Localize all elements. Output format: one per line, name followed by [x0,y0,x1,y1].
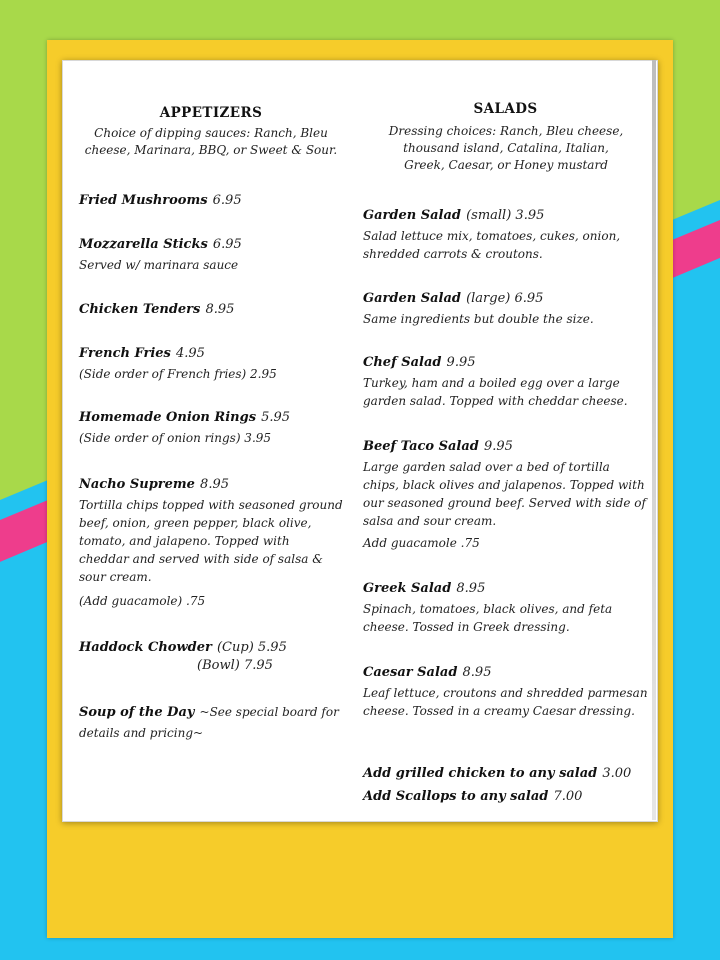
menu-item-fried-mushrooms [79,189,343,208]
menu-item-haddock-chowder [79,636,343,655]
menu-addon-scallops [363,785,648,804]
item-description: Served w/ marinara sauce [79,258,239,272]
menu-item-chef-salad [363,351,648,410]
menu-item-garden-salad-small [363,204,648,263]
item-price: (small) 3.95 [466,208,545,223]
item-description: Tortilla chips topped with seasoned ground beef, onion, green pepper, black olive, tomato, and jalapeno. Topped with cheddar and served with side of salsa & sour cream. [79,498,343,584]
menu-item-garden-salad-large [363,287,648,328]
item-price: (large) 6.95 [466,291,544,306]
item-price: 6.95 [212,237,242,252]
item-name: Homemade Onion Rings [79,410,257,425]
item-note: ~See special board for details and pricing~ [79,705,339,740]
item-addon: Add guacamole .75 [363,536,480,550]
item-name: Nacho Supreme [79,477,195,492]
item-description: Large garden salad over a bed of tortilla chips, black olives and jalapenos. Topped with our seasoned ground beef. Served with side of salsa and sour cream. [363,460,646,528]
item-name: Greek Salad [363,581,452,596]
salads-intro: Dressing choices: Ranch, Bleu cheese, thousand island, Catalina, Italian, Greek, Caesar, or Honey mustard [388,124,624,172]
item-description: Turkey, ham and a boiled egg over a large garden salad. Topped with cheddar cheese. [363,376,628,408]
item-description: Salad lettuce mix, tomatoes, cukes, onion, shredded carrots & croutons. [363,229,621,261]
item-price: (Cup) 5.95 [216,640,287,655]
item-price: 3.00 [602,766,632,781]
item-description: (Side order of onion rings) 3.95 [79,431,272,445]
item-name: Chef Salad [363,355,442,370]
salads-heading: SALADS [473,101,538,117]
item-name: Fried Mushrooms [79,193,208,208]
menu-item-chicken-tenders [79,298,343,317]
item-price: 9.95 [446,355,476,370]
item-price: 6.95 [212,193,242,208]
item-price: 8.95 [462,665,492,680]
appetizers-intro: Choice of dipping sauces: Ranch, Bleu cheese, Marinara, BBQ, or Sweet & Sour. [84,126,338,157]
menu-item-nacho-supreme [79,473,343,610]
menu-item-onion-rings [79,406,343,447]
item-name: Garden Salad [363,291,461,306]
menu-page [62,60,658,822]
item-name: Chicken Tenders [79,302,201,317]
menu-item-beef-taco-salad [363,435,648,552]
item-price: 8.95 [456,581,486,596]
item-addon: (Add guacamole) .75 [79,594,206,608]
page-edge-shadow [652,60,656,820]
menu-item-mozzarella-sticks [79,233,343,274]
haddock-chowder-bowl-price: (Bowl) 7.95 [197,658,273,673]
item-price: 4.95 [175,346,205,361]
menu-addon-grilled-chicken [363,762,648,781]
menu-item-french-fries [79,342,343,383]
appetizers-heading: APPETIZERS [159,105,263,121]
item-description: (Side order of French fries) 2.95 [79,367,277,381]
item-name: Add grilled chicken to any salad [363,766,598,781]
item-price: 5.95 [261,410,291,425]
menu-item-greek-salad [363,577,648,636]
item-description: Same ingredients but double the size. [363,312,594,326]
item-name: Mozzarella Sticks [79,237,208,252]
item-price: 7.00 [553,789,583,804]
item-description: Spinach, tomatoes, black olives, and feta cheese. Tossed in Greek dressing. [363,602,613,634]
item-name: Add Scallops to any salad [363,789,549,804]
item-name: Soup of the Day [79,705,195,720]
item-name: Beef Taco Salad [363,439,479,454]
item-name: Garden Salad [363,208,461,223]
item-description: Leaf lettuce, croutons and shredded parmesan cheese. Tossed in a creamy Caesar dressing. [363,686,648,718]
item-price: 8.95 [205,302,235,317]
item-price: 8.95 [200,477,229,492]
item-name: Haddock Chowder [79,640,212,655]
item-name: Caesar Salad [363,665,458,680]
item-name: French Fries [79,346,171,361]
menu-item-soup-of-the-day [79,701,343,743]
menu-item-caesar-salad [363,661,648,720]
item-price: 9.95 [483,439,513,454]
